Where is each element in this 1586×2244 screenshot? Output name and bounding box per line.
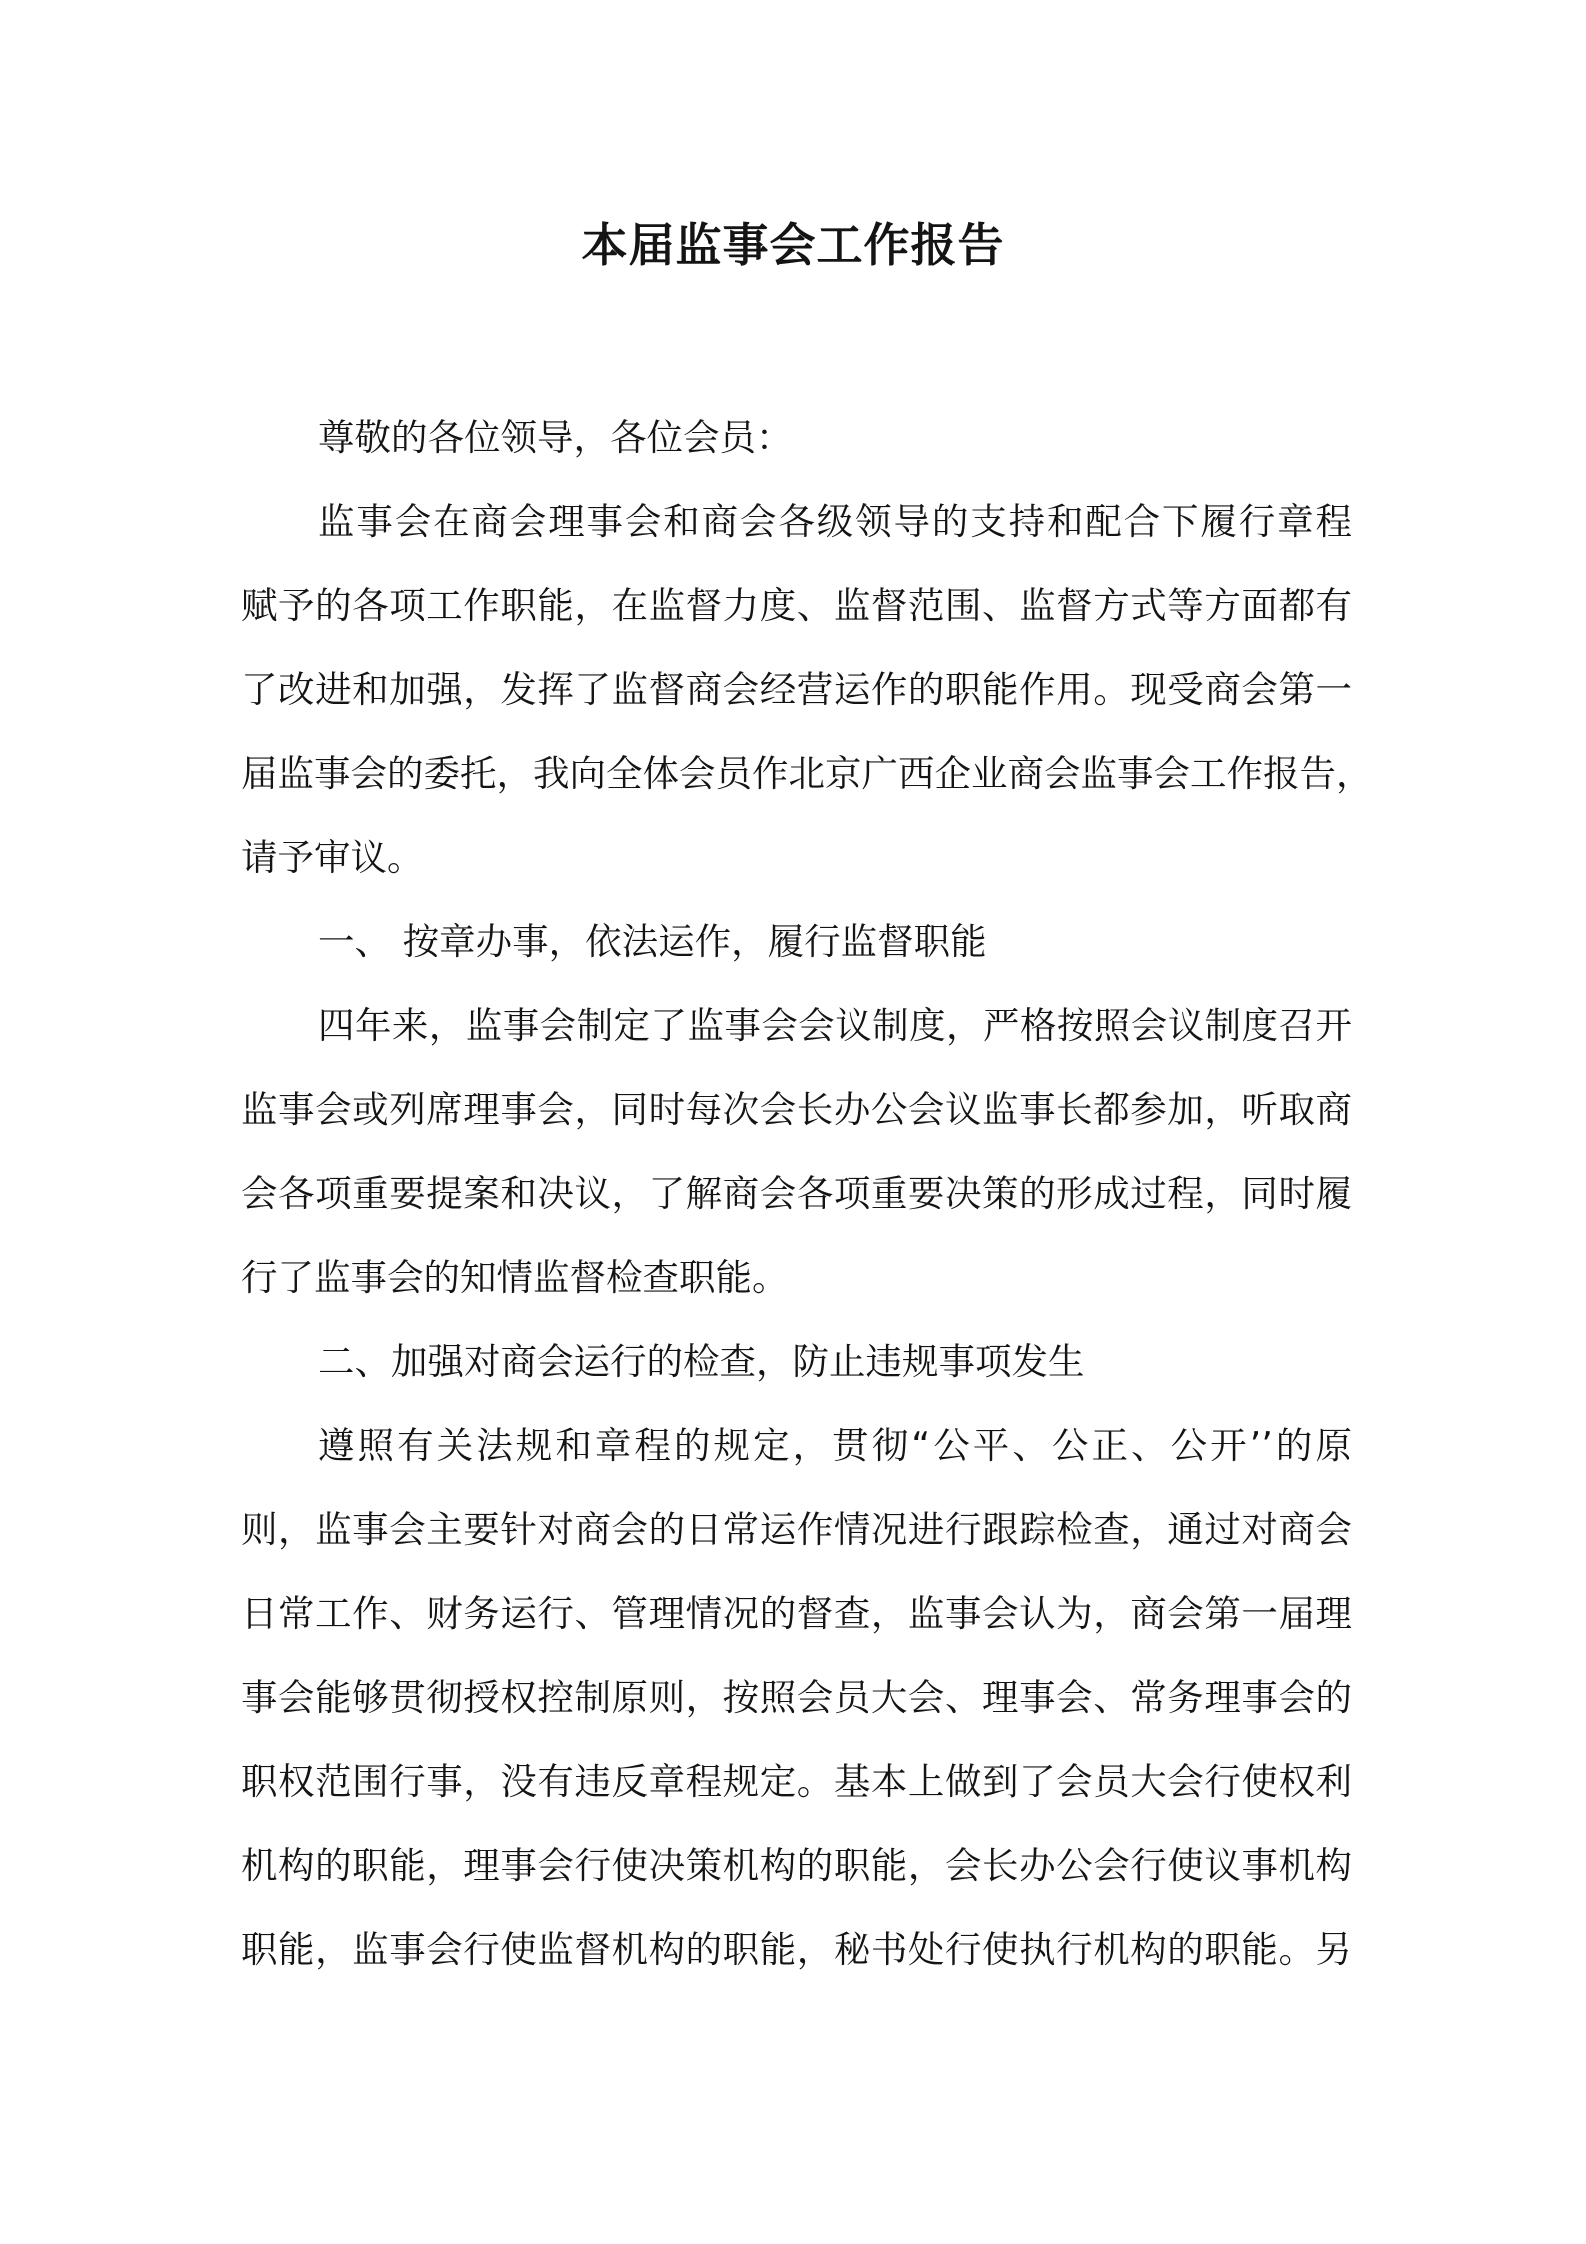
paragraph-line: 则，监事会主要针对商会的日常运作情况进行跟踪检查，通过对商会: [241, 1508, 1352, 1551]
paragraph-line: 职能，监事会行使监督机构的职能，秘书处行使执行机构的职能。另: [241, 1928, 1352, 1971]
paragraph-line: 事会能够贯彻授权控制原则，按照会员大会、理事会、常务理事会的: [241, 1676, 1352, 1719]
paragraph-line: 了改进和加强，发挥了监督商会经营运作的职能作用。现受商会第一: [241, 668, 1352, 711]
paragraph-line: 遵照有关法规和章程的规定，贯彻“公平、公正、公开’’的原: [318, 1424, 1352, 1467]
document-title: 本届监事会工作报告: [581, 218, 1005, 272]
paragraph-line: 监事会在商会理事会和商会各级领导的支持和配合下履行章程: [318, 500, 1352, 543]
paragraph-line: 机构的职能，理事会行使决策机构的职能，会长办公会行使议事机构: [241, 1844, 1352, 1887]
paragraph-line: 日常工作、财务运行、管理情况的督查，监事会认为，商会第一届理: [241, 1592, 1352, 1635]
paragraph-line: 届监事会的委托，我向全体会员作北京广西企业商会监事会工作报告，: [241, 752, 1373, 795]
paragraph-line: 监事会或列席理事会，同时每次会长办公会议监事长都参加，听取商: [241, 1088, 1352, 1131]
paragraph-line: 四年来，监事会制定了监事会会议制度，严格按照会议制度召开: [318, 1004, 1352, 1047]
paragraph-line: 职权范围行事，没有违反章程规定。基本上做到了会员大会行使权利: [241, 1760, 1352, 1803]
paragraph-line: 请予审议。: [241, 836, 424, 879]
section-heading: 二、加强对商会运行的检查，防止违规事项发生: [318, 1340, 1085, 1383]
paragraph-line: 行了监事会的知情监督检查职能。: [241, 1256, 789, 1299]
section-heading: 一、 按章办事，依法运作，履行监督职能: [318, 920, 987, 963]
paragraph-line: 赋予的各项工作职能，在监督力度、监督范围、监督方式等方面都有: [241, 584, 1352, 627]
paragraph-line: 会各项重要提案和决议，了解商会各项重要决策的形成过程，同时履: [241, 1172, 1352, 1215]
salutation: 尊敬的各位领导，各位会员：: [318, 416, 793, 459]
